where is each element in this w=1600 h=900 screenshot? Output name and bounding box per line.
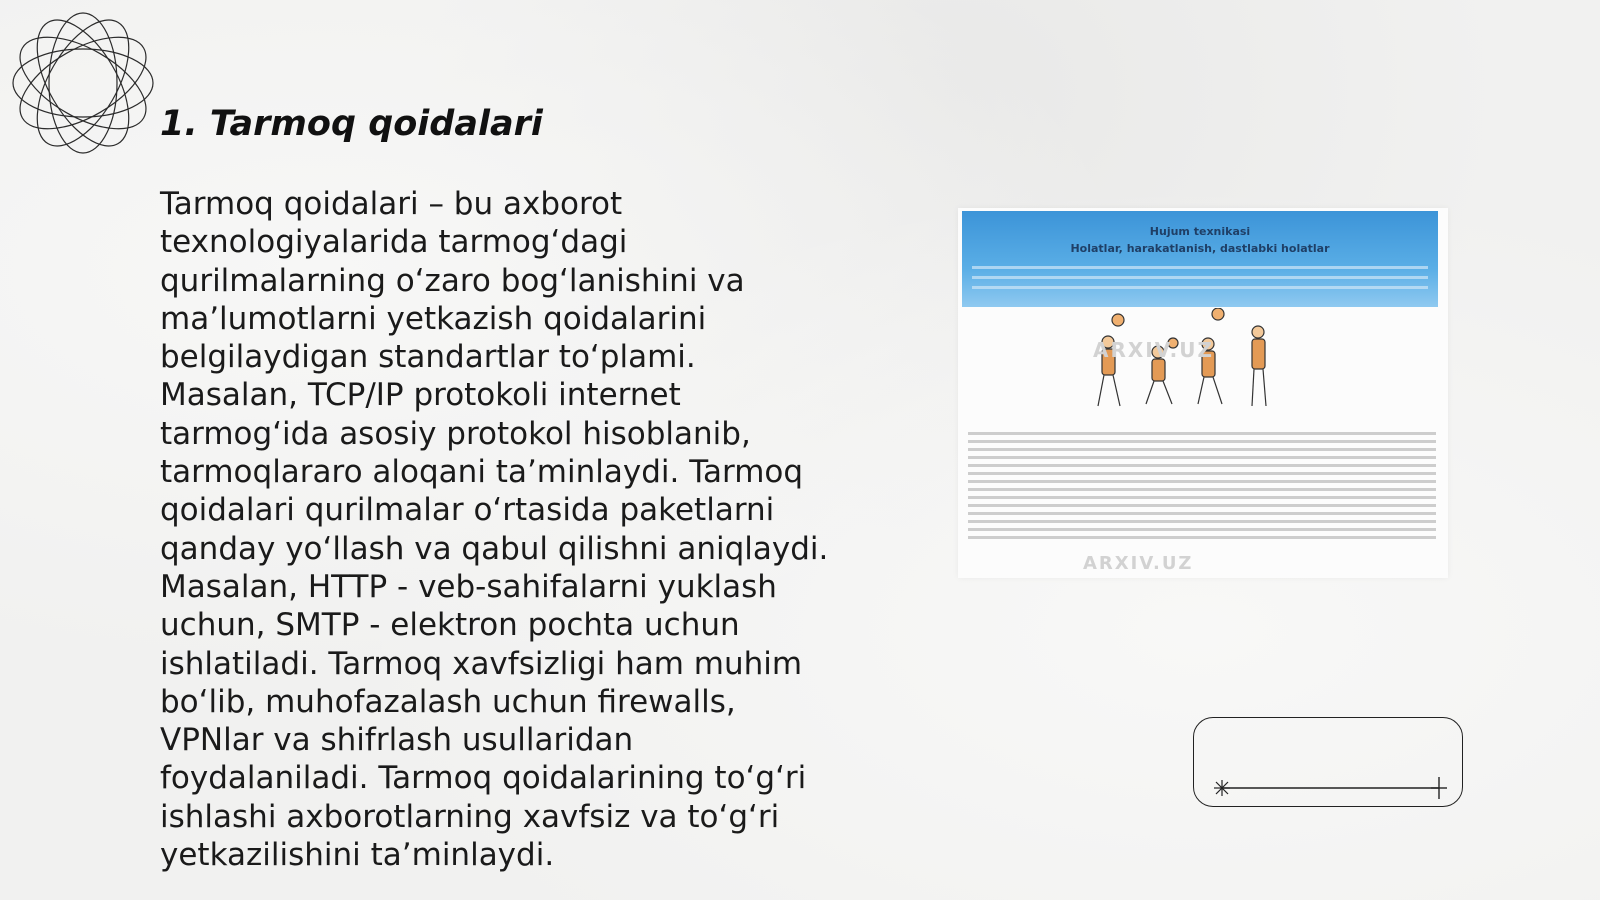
textbook-header-text-lines — [972, 266, 1428, 296]
slide-body-text: Tarmoq qoidalari – bu axborot texnologiyalarida tarmog‘dagi qurilmalarning o‘zaro bog‘lanishini va ma’lumotlarni yetkazish qoidalarini belgilaydigan standartlar to‘plami. Masalan, TCP/IP protokoli internet tarmog‘ida asosiy protokol hisoblanib, tarmoqlararo aloqani ta’minlaydi. Tarmoq qoidalari qurilmalar o‘rtasida paketlarni qanday yo‘llash va qabul qilishni aniqlaydi. Masalan, HTTP - veb-sahifalarni yuklash uchun, SMTP - elektron pochta uchun ishlatiladi. Tarmoq xavfsizligi ham muhim bo‘lib, muhofazalash uchun firewalls, VPNlar va shifrlash usullaridan foydalaniladi. Tarmoq qoidalarining to‘g‘ri ishlashi axborotlarning xavfsiz va to‘g‘ri yetkazilishini ta’minlaydi. — [160, 186, 829, 874]
orbit-rings-icon — [10, 10, 156, 156]
sparkle-icon — [1214, 780, 1230, 796]
watermark-text: ARXIV.UZ — [1093, 338, 1214, 362]
cross-star-icon — [1431, 777, 1447, 799]
slider-track — [1194, 718, 1464, 808]
slide-title: 1. Tarmoq qoidalari — [160, 104, 543, 144]
watermark-text-bottom: ARXIV.UZ — [1083, 553, 1194, 574]
textbook-page-image — [958, 208, 1448, 578]
textbook-paragraph-lines — [968, 432, 1436, 544]
textbook-heading-line1: Hujum texnikasi — [1149, 225, 1251, 238]
textbook-heading-line2: Holatlar, harakatlanish, dastlabki holatlar — [1070, 242, 1330, 255]
decorative-slider-frame — [1193, 717, 1463, 807]
volleyball-players-illustration — [1058, 308, 1318, 428]
textbook-header-band — [962, 211, 1438, 307]
